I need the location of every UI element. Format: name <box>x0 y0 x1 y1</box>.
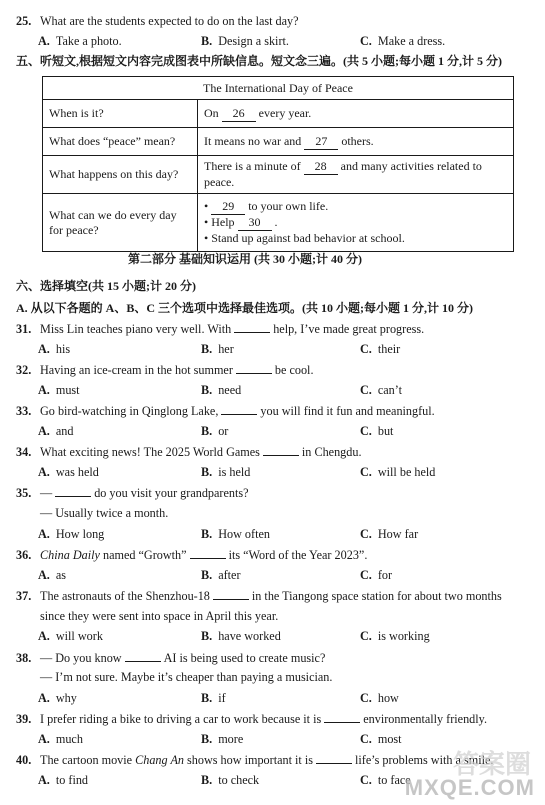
fill-blank <box>234 321 270 333</box>
question-35-options <box>38 527 538 542</box>
option-c: C. will be held <box>360 465 436 479</box>
question-32: 32. Having an ice-cream in the hot summer be cool. <box>16 363 314 377</box>
option-b: B. Design a skirt. <box>201 34 289 48</box>
table-row-content: It means no war and 27 others. <box>198 128 514 156</box>
answer-blank: 30 <box>238 215 272 231</box>
bullet: • <box>204 231 209 245</box>
question-25 <box>16 14 299 29</box>
option-c: C. their <box>360 342 401 356</box>
question-38-reply: — I’m not sure. Maybe it’s cheaper than paying a musician. <box>40 670 333 684</box>
fill-blank <box>263 444 299 456</box>
table-row-content: • 29 to your own life. • Help 30 . • Stand up against bad behavior at school. <box>198 194 514 252</box>
option-a: A. why <box>38 691 77 705</box>
option-c: C. to face <box>360 773 411 787</box>
fill-blank <box>55 485 91 497</box>
option-a: A. Take a photo. <box>38 34 122 48</box>
part-2-title: 第二部分 基础知识运用 (共 30 小题;计 40 分) <box>128 252 362 266</box>
option-b: B. need <box>201 383 242 397</box>
table-row-content: On 26 every year. <box>198 100 514 128</box>
answer-blank: 28 <box>304 159 338 175</box>
question-36-options <box>38 568 538 583</box>
section-5-title: 五、听短文,根据短文内容完成图表中所缺信息。短文念三遍。(共 5 小题;每小题 1 分,计 5 分) <box>16 54 502 68</box>
option-a: A. was held <box>38 465 99 479</box>
question-text: What are the students expected to do on the last day? <box>40 14 299 28</box>
option-c: C. for <box>360 568 393 582</box>
answer-blank: 26 <box>222 106 256 122</box>
question-34: 34. What exciting news! The 2025 World Games in Chengdu. <box>16 445 362 459</box>
question-25-options <box>38 34 538 49</box>
bullet: • <box>204 215 209 229</box>
option-b: B. more <box>201 732 244 746</box>
option-b: B. or <box>201 424 229 438</box>
fill-blank <box>316 752 352 764</box>
option-c: C. but <box>360 424 394 438</box>
option-c: C. how <box>360 691 399 705</box>
option-b: B. after <box>201 568 241 582</box>
table-row <box>43 128 514 156</box>
table-row-content: There is a minute of 28 and many activities related to peace. <box>198 156 514 194</box>
question-38-options <box>38 691 538 706</box>
question-40: 40. The cartoon movie Chang An shows how important it is life’s problems with a smile. <box>16 753 494 767</box>
question-33-options <box>38 424 538 439</box>
option-b: B. her <box>201 342 234 356</box>
fill-blank <box>221 403 257 415</box>
info-table <box>42 76 514 252</box>
question-34-options <box>38 465 538 480</box>
question-38: 38. — Do you know AI is being used to create music? <box>16 651 326 665</box>
question-35-reply: — Usually twice a month. <box>40 506 169 520</box>
question-33: 33. Go bird-watching in Qinglong Lake, you will find it fun and meaningful. <box>16 404 435 418</box>
section-a-title: A. 从以下各题的 A、B、C 三个选项中选择最佳选项。(共 10 小题;每小题 1 分,计 10 分) <box>16 301 473 315</box>
question-35: 35. — do you visit your grandparents? <box>16 486 249 500</box>
table-row-label: What does “peace” mean? <box>43 128 198 156</box>
option-a: A. as <box>38 568 67 582</box>
option-c: C. can’t <box>360 383 402 397</box>
fill-blank <box>213 588 249 600</box>
table-row-label: When is it? <box>43 100 198 128</box>
question-37-continued: since they were sent into space in April this year. <box>40 609 279 623</box>
option-b: B. have worked <box>201 629 281 643</box>
question-37: 37. The astronauts of the Shenzhou-18 in the Tiangong space station for about two months <box>16 589 502 603</box>
option-c: C. is working <box>360 629 430 643</box>
option-a: A. How long <box>38 527 105 541</box>
fill-blank <box>125 650 161 662</box>
option-a: A. to find <box>38 773 89 787</box>
table-row-label: What happens on this day? <box>43 156 198 194</box>
option-a: A. will work <box>38 629 103 643</box>
bullet: • <box>204 199 209 213</box>
table-row <box>43 194 514 252</box>
question-number: 25. <box>16 14 32 28</box>
option-b: B. to check <box>201 773 260 787</box>
question-32-options <box>38 383 538 398</box>
fill-blank <box>190 547 226 559</box>
option-b: B. How often <box>201 527 270 541</box>
option-c: C. How far <box>360 527 419 541</box>
question-39: 39. I prefer riding a bike to driving a car to work because it is environmentally friendly. <box>16 712 487 726</box>
watermark-logo: 答案圈 <box>452 750 531 780</box>
option-a: A. and <box>38 424 74 438</box>
option-a: A. much <box>38 732 83 746</box>
answer-blank: 29 <box>211 199 245 215</box>
option-a: A. must <box>38 383 80 397</box>
table-row-label: What can we do every day for peace? <box>43 194 198 252</box>
answer-blank: 27 <box>304 134 338 150</box>
question-36: 36. China Daily named “Growth” its “Word of the Year 2023”. <box>16 548 368 562</box>
fill-blank <box>324 711 360 723</box>
watermark-text: MXQE.COM <box>404 775 535 800</box>
option-c: C. most <box>360 732 402 746</box>
option-a: A. his <box>38 342 71 356</box>
option-c: C. Make a dress. <box>360 34 446 48</box>
table-title: The International Day of Peace <box>43 77 514 100</box>
table-row <box>43 100 514 128</box>
option-b: B. if <box>201 691 226 705</box>
question-31-options <box>38 342 538 357</box>
question-31: 31. Miss Lin teaches piano very well. With help, I’ve made great progress. <box>16 322 425 336</box>
option-b: B. is held <box>201 465 251 479</box>
table-row <box>43 156 514 194</box>
fill-blank <box>236 362 272 374</box>
question-37-options <box>38 629 538 644</box>
section-6-title: 六、选择填空(共 15 小题;计 20 分) <box>16 279 196 293</box>
